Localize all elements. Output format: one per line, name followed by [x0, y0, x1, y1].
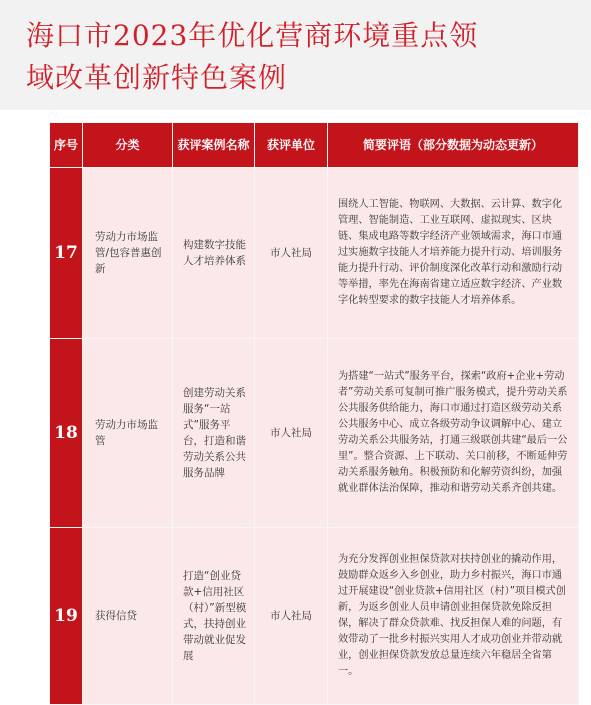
title-band	[0, 0, 591, 110]
row-unit: 市人社局	[255, 168, 328, 339]
header-unit: 获评单位	[255, 123, 328, 168]
row-unit: 市人社局	[255, 339, 328, 528]
row-case-name: 创建劳动关系服务“一站式”服务平台，打造和谐劳动关系公共服务品牌	[173, 339, 255, 528]
row-number: 19	[50, 528, 83, 705]
page-title-line-2: 域改革创新特色案例	[26, 61, 288, 94]
row-number: 18	[50, 339, 83, 528]
table-row	[50, 339, 579, 528]
row-unit: 市人社局	[255, 528, 328, 705]
row-comment: 为搭建“一站式”服务平台，探索“政府+企业+劳动者”劳动关系可复制可推广服务模式，提升劳动关系公共服务供给能力，海口市通过打造区级劳动关系公共服务中心、成立各级劳动争议调解中心、建立劳动关系公共服务站，打通三级联创共建“最后一公里”。整合资源、上下联动、关口前移，不断延伸劳动关系服务触角。积极预防和化解劳资纠纷，加强就业群体法治保障，推动和谐劳动关系齐创共建。	[328, 339, 579, 528]
table-row	[50, 528, 579, 705]
row-case-name: 构建数字技能人才培养体系	[173, 168, 255, 339]
table-header-row	[50, 123, 579, 168]
page-title-line-1: 海口市2023年优化营商环境重点领	[26, 19, 479, 52]
row-case-name: 打造“创业贷款+信用社区（村）”新型模式，扶持创业带动就业促发展	[173, 528, 255, 705]
header-case-name: 获评案例名称	[173, 123, 255, 168]
header-no: 序号	[50, 123, 83, 168]
row-number: 17	[50, 168, 83, 339]
case-table	[49, 122, 579, 705]
row-category: 劳动力市场监管/包容普惠创新	[83, 168, 173, 339]
table-row	[50, 168, 579, 339]
row-category: 劳动力市场监管	[83, 339, 173, 528]
row-category: 获得信贷	[83, 528, 173, 705]
header-comment: 简要评语（部分数据为动态更新）	[328, 123, 579, 168]
row-comment: 为充分发挥创业担保贷款对扶持创业的撬动作用，鼓励群众返乡入乡创业，助力乡村振兴，海口市通过开展建设“创业贷款+信用社区（村）”项目模式创新，为返乡创业人员申请创业担保贷款免除反担保，解决了群众贷款难、找反担保人难的问题，有效带动了一批乡村振兴实用人才成功创业并带动就业，创业担保贷款发放总量连续六年稳居全省第一。	[328, 528, 579, 705]
row-comment: 围绕人工智能、物联网、大数据、云计算、数字化管理、智能制造、工业互联网、虚拟现实、区块链、集成电路等数字经济产业领域需求，海口市通过实施数字技能人才培养能力提升行动、培训服务能力提升行动、评价制度深化改革行动和激励行动等举措，率先在海南省建立适应数字经济、产业数字化转型要求的数字技能人才培养体系。	[328, 168, 579, 339]
header-category: 分类	[83, 123, 173, 168]
